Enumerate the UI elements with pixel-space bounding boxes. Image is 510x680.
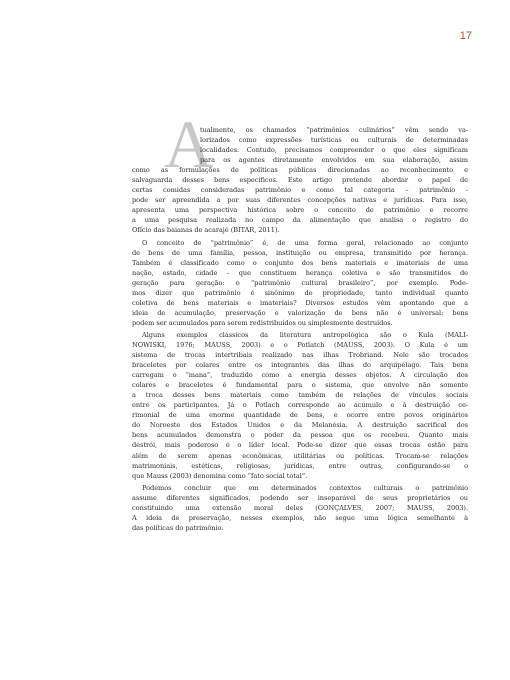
text-line: do Noroeste dos Estados Unidos e da Melanésia. A destruição sacrifical dos (132, 421, 468, 430)
text-line: nação, estado, cidade – que constituem herança coletiva e são transmitidos de (132, 268, 468, 277)
text-line: lorizados como expressões turísticas ou culturais de determinadas (200, 136, 468, 145)
text-line: mos dizer que patrimônio é sinônimo de propriedade, tanto individual quanto (132, 288, 468, 297)
text-line: tualmente, os chamados “patrimônios culinários” vêm sendo va- (200, 126, 468, 134)
text-line: A ideia de preservação, nesses exemplos, não segue uma lógica semelhante à (132, 513, 468, 522)
text-line: apresenta uma perspectiva histórica sobre o conceito de patrimônio e recorre (132, 206, 468, 215)
text-line: pode ser apreendida a por suas diferentes concepções nativas e jurídicas. Para isso, (132, 196, 468, 205)
text-line: assume diferentes significados, podendo ser inseparável de seus proprietários ou (132, 493, 468, 502)
text-line: que Mauss (2003) denomina como “fato social total”. (132, 471, 308, 480)
text-line: das políticas do patrimônio. (132, 523, 224, 532)
text-line: de bens de uma família, pessoa, instituição ou empresa, transmitido por herança. (132, 248, 468, 257)
text-line: rimonial de uma enorme quantidade de bens, e ocorre entre povos originários (132, 411, 468, 420)
article-body (132, 125, 468, 533)
text-line: coletiva de bens materiais e imateriais? Diversos estudos vêm apontando que a (132, 298, 468, 307)
text-line: localidades. Contudo, precisamos compreender o que eles significam (200, 146, 468, 155)
paragraph (132, 125, 468, 236)
text-line: salvaguarda desses bens específicos. Este artigo pretende abordar o papel de (132, 176, 468, 185)
text-line: ideia de acumulação, preservação e valorização de bens não é universal: bens (132, 308, 468, 317)
text-line: bens acumulados demonstra o poder da pessoa que os recebeu. Quanto mais (132, 431, 468, 440)
text-line: a uma pesquisa realizada no campo da alimentação que analisa o registro do (132, 216, 468, 225)
text-line: geração para geração: o “patrimônio cultural brasileiro”, por exemplo. Pode- (132, 278, 468, 287)
text-line: sistema de trocas intertribais realizado nas ilhas Trobriand. Nele são trocados (132, 351, 468, 360)
text-line: entre os participantes. Já o Potlach corresponde ao acúmulo e à destruição ce- (132, 401, 468, 410)
text-line: O conceito de “patrimônio” é, de uma forma geral, relacionado ao conjunto (142, 238, 468, 247)
text-line: matrimoniais, estéticas, religiosas, jurídicas, entre outras, configurando-se o (132, 461, 468, 470)
text-line: NOWISKI, 1976; MAUSS, 2003) e o Potlatch (MAUSS, 2003). O Kula é um (132, 340, 468, 349)
text-line: certas comidas consideradas patrimônio e como tal categoria – patrimônio - (132, 186, 468, 195)
text-line: constituindo uma extensão moral deles (GONÇALVES, 2007; MAUSS, 2003). (132, 503, 468, 512)
paragraph (132, 483, 468, 533)
paragraph (132, 330, 468, 481)
text-line: Alguns exemplos clássicos da literatura antropológica são o Kula (MALI- (142, 330, 468, 339)
drop-cap: A (164, 106, 214, 182)
text-line: colares e braceletes é fundamental para o sistema, que envolve não somente (132, 381, 468, 390)
text-line: carregam o “mana”, traduzido como a energia desses objetos. A circulação dos (132, 371, 468, 380)
text-line: Ofício das baianas de acarajé (BITAR, 2011). (132, 226, 280, 235)
text-line: Também é classificado como o conjunto dos bens materiais e imateriais de uma (132, 258, 468, 267)
paragraph (132, 238, 468, 328)
page-number: 17 (459, 30, 472, 42)
text-line: como as formulações de políticas públicas direcionadas ao reconhecimento e (132, 166, 468, 175)
text-line: destrói, mais poderoso é o líder local. Pode-se dizer que essas trocas estão para (132, 441, 468, 450)
text-line: braceletes por colares entre os integrantes das ilhas do arquipélago. Tais bens (132, 361, 468, 370)
text-line: para os agentes diretamente envolvidos em sua elaboração, assim (200, 156, 468, 165)
text-line: a troca desses bens materiais como também de relações de vínculos sociais (132, 391, 468, 400)
text-line: além de serem apenas econômicas, utilitárias ou políticas. Trocam-se relações (132, 451, 468, 460)
text-line: podem ser acumulados para serem redistribuídos ou simplesmente destruídos. (132, 318, 393, 327)
text-line: Podemos concluir que em determinados contextos culturais o patrimônio (142, 483, 468, 492)
